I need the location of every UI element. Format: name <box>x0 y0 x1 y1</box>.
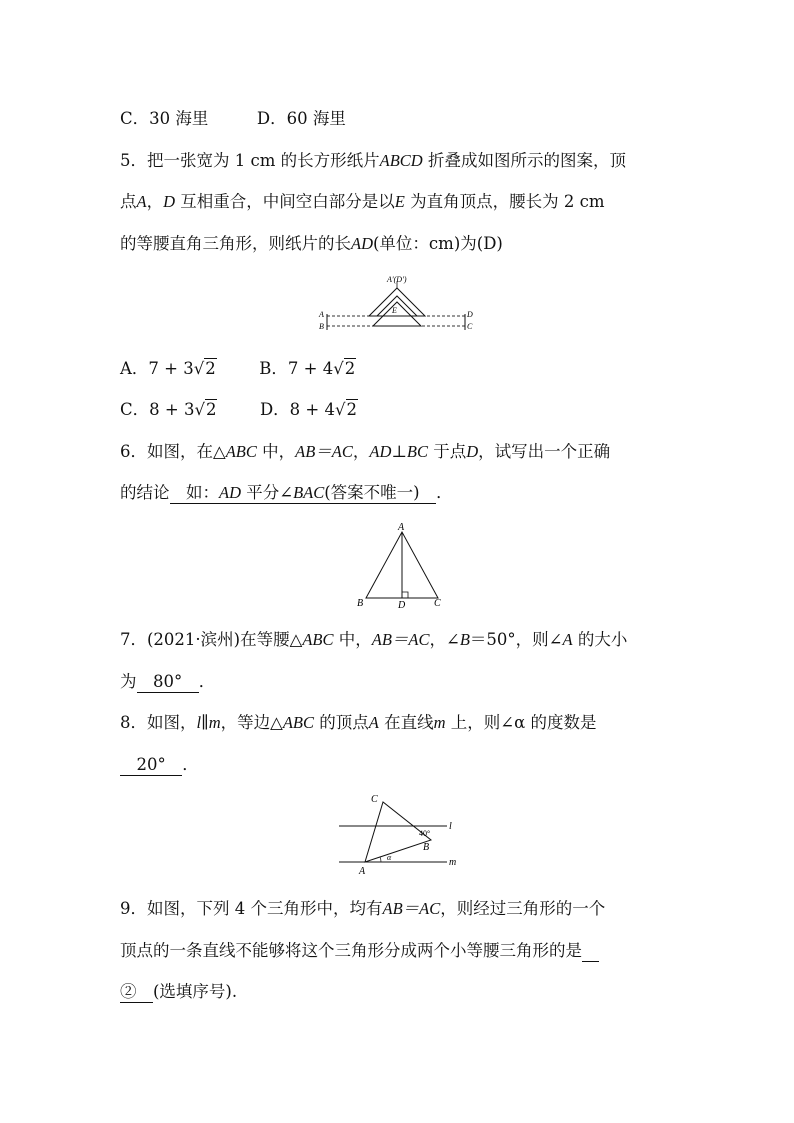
q7-line-1: 7．(2021·滨州)在等腰△ABC 中，AB＝AC，∠B＝50°，则∠A 的大小 <box>120 630 628 649</box>
q6-line-2: 的结论 如：AD 平分∠BAC(答案不唯一) ． <box>120 483 453 502</box>
q8-label-m: m <box>449 857 457 868</box>
q8-label-alpha: α <box>387 853 392 862</box>
q5-option-a: A．7 + 3√2 <box>120 359 216 378</box>
q8-label-B: B <box>423 842 430 853</box>
q8-line-2: 20° ． <box>120 755 199 774</box>
q8-answer: 20° <box>120 755 183 774</box>
q7-line-2: 为 80° ． <box>120 672 216 691</box>
q4-option-d: D．60 海里 <box>256 109 346 128</box>
q5-option-b: B．7 + 4√2 <box>259 359 356 378</box>
q5-line-2: 点A，D 互相重合，中间空白部分是以E 为直角顶点，腰长为 2 cm <box>120 192 605 211</box>
q5-option-c: C．8 + 3√2 <box>120 400 217 419</box>
q6-answer: 如：AD 平分∠BAC(答案不唯一) <box>169 483 437 502</box>
q5-options-cd <box>120 399 358 421</box>
q5-option-d: D．8 + 4√2 <box>259 400 358 419</box>
q8-label-A: A <box>359 866 366 877</box>
q9-line-1: 9．如图，下列 4 个三角形中，均有AB＝AC，则经过三角形的一个 <box>120 899 606 918</box>
q8-line-1: 8．如图，l∥m，等边△ABC 的顶点A 在直线m 上，则∠α 的度数是 <box>120 713 597 732</box>
q6-right-angle-mark <box>402 592 408 598</box>
q5-label-top: A′(D′) <box>387 275 407 284</box>
q5-line-1: 5．把一张宽为 1 cm 的长方形纸片ABCD 折叠成如图所示的图案，顶 <box>120 151 626 170</box>
sqrt-icon: √2 <box>194 400 217 419</box>
q5-label-C: C <box>467 322 473 331</box>
q8-parallel-lines-figure <box>335 790 465 878</box>
q6-label-A: A <box>398 522 405 533</box>
q4-option-c: C．30 海里 <box>120 109 209 128</box>
q6-label-C: C <box>434 598 441 609</box>
q8-label-40-degrees: 40° <box>419 829 431 838</box>
q5-line-3: 的等腰直角三角形，则纸片的长AD(单位：cm)为(D) <box>120 234 503 253</box>
q8-alpha-arc <box>380 857 381 862</box>
q5-options-ab <box>120 358 356 380</box>
q5-lower-triangle <box>373 302 421 326</box>
sqrt-icon: √2 <box>333 359 356 378</box>
q8-label-C: C <box>371 794 378 805</box>
q8-label-l: l <box>449 821 452 832</box>
q5-label-E: E <box>392 306 397 315</box>
sqrt-icon: √2 <box>193 359 216 378</box>
q6-triangle-figure <box>352 522 452 610</box>
q6-label-D: D <box>398 600 406 610</box>
q6-line-1: 6．如图，在△ABC 中，AB＝AC，AD⊥BC 于点D，试写出一个正确 <box>120 442 611 461</box>
q5-label-A: A <box>319 310 324 319</box>
q5-fold-inner <box>377 296 417 316</box>
q9-line-3: ② (选填序号). <box>120 982 238 1001</box>
q6-label-B: B <box>357 598 364 609</box>
q5-folded-strip-figure <box>315 272 480 334</box>
q7-answer: 80° <box>136 672 199 691</box>
q5-label-D: D <box>467 310 473 319</box>
q9-answer: ② <box>120 982 153 1001</box>
sqrt-icon: √2 <box>335 400 358 419</box>
q9-line-2: 顶点的一条直线不能够将这个三角形分成两个小等腰三角形的是 <box>120 940 599 962</box>
q5-label-B: B <box>319 322 324 331</box>
q4-options-line <box>120 108 346 130</box>
